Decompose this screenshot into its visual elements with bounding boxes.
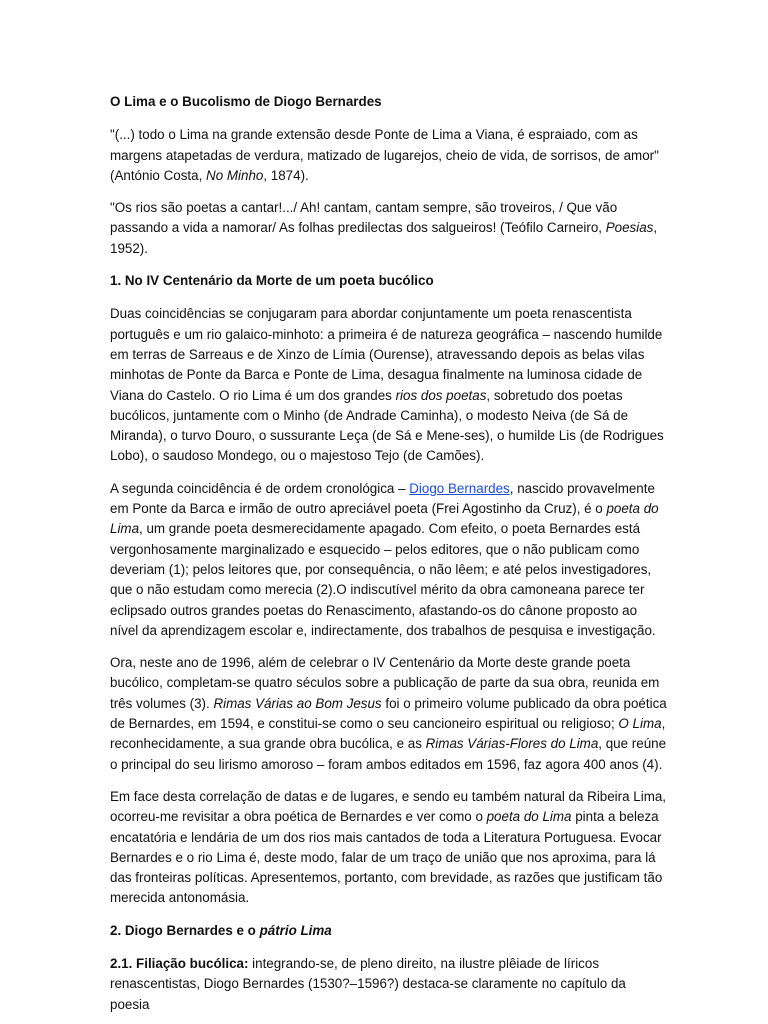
quote-1-source: No Minho <box>206 167 264 183</box>
section-1-paragraph-2 <box>110 479 668 641</box>
quote-2-text: "Os rios são poetas a cantar!.../ Ah! cantam, cantam sempre, são troveiros, / Que vão passando a vida a namorar/ As folhas predilectas dos salgueiros! (Teófilo Carneiro, <box>110 200 618 236</box>
diogo-bernardes-link[interactable]: Diogo Bernardes <box>409 480 510 496</box>
paragraph-text: A segunda coincidência é de ordem cronológica – <box>110 480 410 496</box>
paragraph-text: , nascido provavelmente em Ponte da Barca e irmão de outro apreciável poeta (Frei Agostinho da Cruz), é o <box>110 480 655 517</box>
paragraph-text: pinta a beleza encatatória e lendária de um dos rios mais cantados de toda a Literatura Portuguesa. Evocar Bernardes e o rio Lima é, deste modo, falar de um traço de união que nos aproxima, para lá das fronteiras políticas. Apresentemos, portanto, com brevidade, as razões que justificam tão merecida antonomásia. <box>110 809 663 906</box>
paragraph-emphasis: Rimas Várias ao Bom Jesus <box>213 695 382 711</box>
paragraph-text: Em face desta correlação de datas e de lugares, e sendo eu também natural da Ribeira Lima, ocorreu-me revisitar a obra poética de Bernardes e ver como o <box>110 788 667 825</box>
paragraph-emphasis: poeta do Lima <box>486 809 572 825</box>
paragraph-text: Ora, neste ano de 1996, além de celebrar o IV Centenário da Morte deste grande poeta bucólico, completam-se quatro séculos sobre a publicação de parte da sua obra, reunida em três volumes (3). <box>110 655 660 711</box>
quote-2-source: Poesias <box>605 220 654 236</box>
paragraph-text: , um grande poeta desmerecidamente apagado. Com efeito, o poeta Bernardes está vergonhosamente marginalizado e esquecido – pelos editores, que o não publicam como deveriam (1); pelos leitores que, por consequência, o não lêem; e até pelos investigadores, que o não estudam como merecia (2).O indiscutível mérito da obra camoneana parece ter eclipsado outros grandes poetas do Renascimento, afastando-os do cânone proposto ao nível da aprendizagem escolar e, indirectamente, dos trabalhos de pesquisa e investigação. <box>110 521 656 638</box>
section-1-paragraph-3 <box>110 653 668 775</box>
heading-emphasis: pátrio Lima <box>259 922 332 938</box>
epigraph-quote-2 <box>110 198 668 259</box>
epigraph-quote-1 <box>110 125 668 186</box>
paragraph-text: , sobretudo dos poetas bucólicos, juntamente com o Minho (de Andrade Caminha), o modesto Neiva (de Sá de Miranda), o turvo Douro, o sussurante Leça (de Sá e Mene-ses), o humilde Lis (de Rodrigues Lobo), o saudoso Mondego, ou o majestoso Tejo (de Camões). <box>110 387 664 464</box>
subsection-label: 2.1. Filiação bucólica: <box>110 955 249 971</box>
paragraph-emphasis: poeta do Lima <box>110 501 659 537</box>
quote-2-tail: , 1952). <box>110 220 658 256</box>
paragraph-text: integrando-se, de pleno direito, na ilustre plêiade de líricos renascentistas, Diogo Bernardes (1530?–1596?) destaca-se claramente no capítulo da poesia <box>110 955 626 1012</box>
quote-1-tail: , 1874). <box>263 167 309 183</box>
paragraph-text: foi o primeiro volume publicado da obra poética de Bernardes, em 1594, e constitui-se como o seu cancioneiro espiritual ou religioso; <box>110 695 667 732</box>
paragraph-text: , que reúne o principal do seu lirismo amoroso – foram ambos editados em 1596, faz agora 400 anos (4). <box>110 736 667 772</box>
document-title: O Lima e o Bucolismo de Diogo Bernardes <box>110 94 382 109</box>
section-1-heading: 1. No IV Centenário da Morte de um poeta bucólico <box>110 273 434 289</box>
paragraph-emphasis: rios dos poetas <box>395 387 487 403</box>
paragraph-text: , reconhecidamente, a sua grande obra bucólica, e as <box>110 716 666 752</box>
paragraph-text: Duas coincidências se conjugaram para abordar conjuntamente um poeta renascentista português e um rio galaico-minhoto: a primeira é de natureza geográfica – nascendo humilde em terras de Sarreaus e de Xinzo de Límia (Ourense), atravessando depois as belas vilas minhotas de Ponte da Barca e Ponte de Lima, desagua finalmente na luminosa cidade de Viana do Castelo. O rio Lima é um dos grandes <box>110 306 663 403</box>
heading-text: 2. Diogo Bernardes e o <box>110 922 260 938</box>
paragraph-emphasis: O Lima <box>618 716 662 732</box>
paragraph-emphasis: Rimas Várias-Flores do Lima <box>425 736 599 752</box>
section-1-paragraph-1 <box>110 304 668 466</box>
quote-1-text: "(...) todo o Lima na grande extensão desde Ponte de Lima a Viana, é espraiado, com as margens atapetadas de verdura, matizado de lugarejos, cheio de vida, de sorrisos, de amor" (António Costa, <box>110 127 659 183</box>
section-1-paragraph-4 <box>110 787 668 909</box>
section-2-paragraph-1 <box>110 954 668 1015</box>
section-2-heading <box>110 921 668 941</box>
